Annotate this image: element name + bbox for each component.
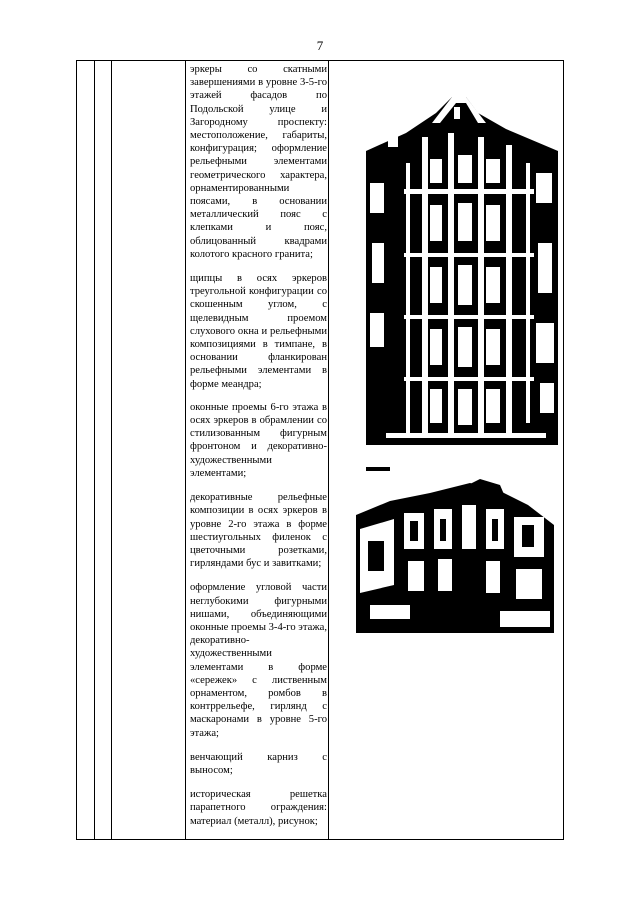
column-divider (94, 61, 95, 839)
feature-paragraph: щипцы в осях эркеров треугольной конфигурации со скошенным углом, с щелевидным проемом слухового окна и рельефными композициями в тимпане, в основании фланкирован рельефными элементами в форме меандра; (190, 273, 327, 390)
feature-paragraph: оформление угловой части неглубокими фигурными нишами, объединяющими оконные проемы 3-4-го этажа, декоративно-художественными элементами в форме «сережек» с лиственным орнаментом, ромбов в контррельефе, гирлянд с маскаронами в уровне 5-го этажа; (190, 582, 327, 739)
feature-paragraph: декоративные рельефные композиции в осях эркеров в уровне 2-го этажа в форме шестиугольных филенок с цветочными розетками, гирляндами бус и завитками; (190, 492, 327, 570)
photo-corner-part-of-building (350, 465, 562, 639)
feature-paragraph: оконные проемы 6-го этажа в осях эркеров в обрамлении со стилизованным фигурным фронтоном и декоративно-художественными элементами; (190, 401, 327, 479)
photo-bay-window-facade (366, 93, 558, 445)
photos-column (328, 61, 564, 839)
feature-paragraph: историческая решетка парапетного ограждения: материал (металл), рисунок; (190, 789, 327, 827)
features-column (190, 63, 327, 828)
document-table (76, 60, 564, 840)
feature-paragraph: венчающий карниз с выносом; (190, 751, 327, 776)
column-divider (111, 61, 112, 839)
column-divider (185, 61, 186, 839)
feature-paragraph: эркеры со скатными завершениями в уровне 3-5-го этажей фасадов по Подольской улице и Загородному проспекту: местоположение, габариты, конфигурация; оформление рельефными элементами геометрического характера, орнаментированными поясами, в основании металлический пояс с клепками и пояс, облицованный квадрами колотого красного гранита; (190, 64, 327, 260)
page-number: 7 (316, 38, 324, 53)
